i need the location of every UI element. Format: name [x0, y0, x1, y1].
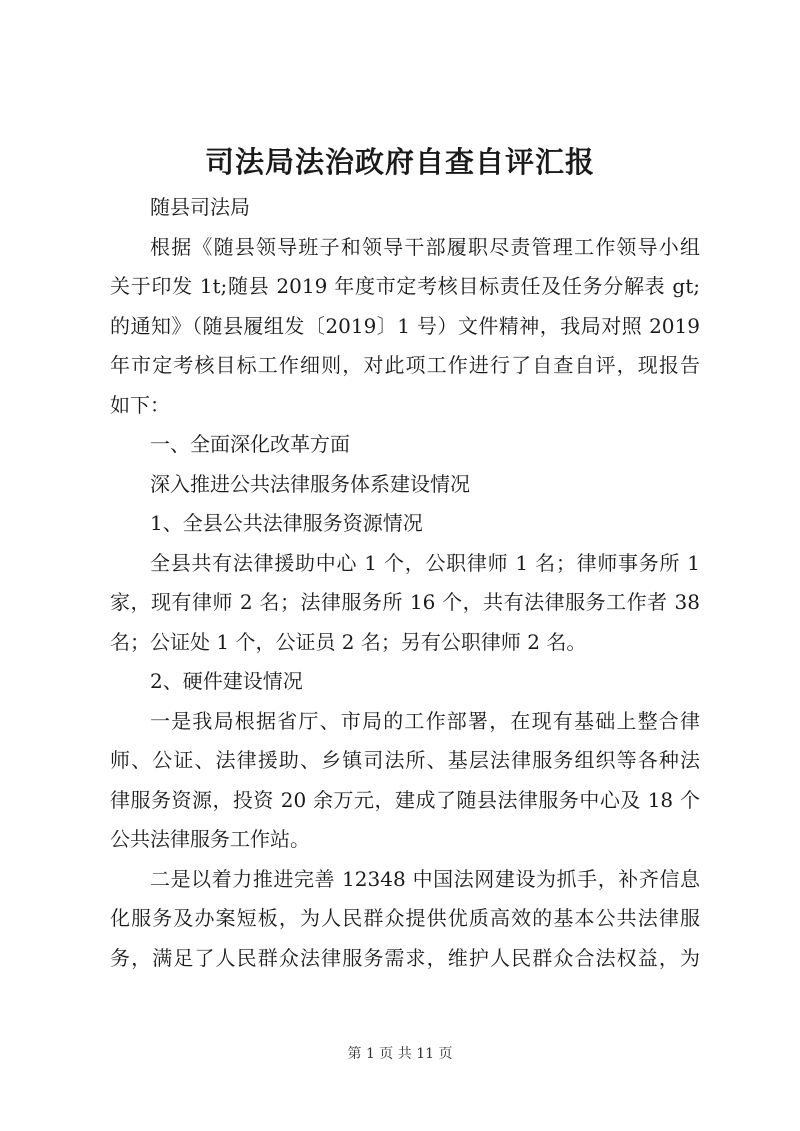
body-line: 全县共有法律援助中心 1 个，公职律师 1 名；律师事务所 1 [150, 550, 700, 575]
page-footer: 第 1 页 共 11 页 [347, 1046, 453, 1062]
body-line: 随县司法局 [150, 195, 250, 219]
body-line: 一、全面深化改革方面 [150, 432, 350, 456]
body-line: 律服务资源，投资 20 余万元，建成了随县法律服务中心及 18 个 [110, 787, 700, 812]
body-line: 如下： [110, 392, 170, 417]
body-line: 年市定考核目标工作细则，对此项工作进行了自查自评，现报告 [110, 353, 700, 377]
body-line: 名；公证处 1 个，公证员 2 名；另有公职律师 2 名。 [110, 629, 587, 654]
body-line: 1、全县公共法律服务资源情况 [150, 511, 423, 535]
body-line: 务，满足了人民群众法律服务需求，维护人民群众合法权益，为 [110, 945, 700, 970]
body-line: 二是以着力推进完善 12348 中国法网建设为抓手，补齐信息 [150, 866, 700, 891]
body-line: 师、公证、法律援助、乡镇司法所、基层法律服务组织等各种法 [110, 748, 700, 772]
body-line: 化服务及办案短板，为人民群众提供优质高效的基本公共法律服 [110, 906, 700, 930]
body-line: 深入推进公共法律服务体系建设情况 [150, 471, 470, 496]
body-line: 2、硬件建设情况 [150, 669, 303, 693]
body-line: 家，现有律师 2 名；法律服务所 16 个，共有法律服务工作者 38 [110, 590, 700, 614]
body-line: 公共法律服务工作站。 [110, 827, 310, 851]
body-line: 根据《随县领导班子和领导干部履职尽责管理工作领导小组 [150, 234, 700, 259]
body-line: 关于印发 1t;随县 2019 年度市定考核目标责任及任务分解表 gt; [110, 274, 700, 298]
body-line: 一是我局根据省厅、市局的工作部署，在现有基础上整合律 [150, 708, 700, 733]
document-body [110, 188, 700, 978]
body-line: 的通知》（随县履组发〔2019〕1 号）文件精神，我局对照 2019 [110, 313, 700, 338]
document-title: 司法局法治政府自查自评汇报 [204, 145, 595, 179]
